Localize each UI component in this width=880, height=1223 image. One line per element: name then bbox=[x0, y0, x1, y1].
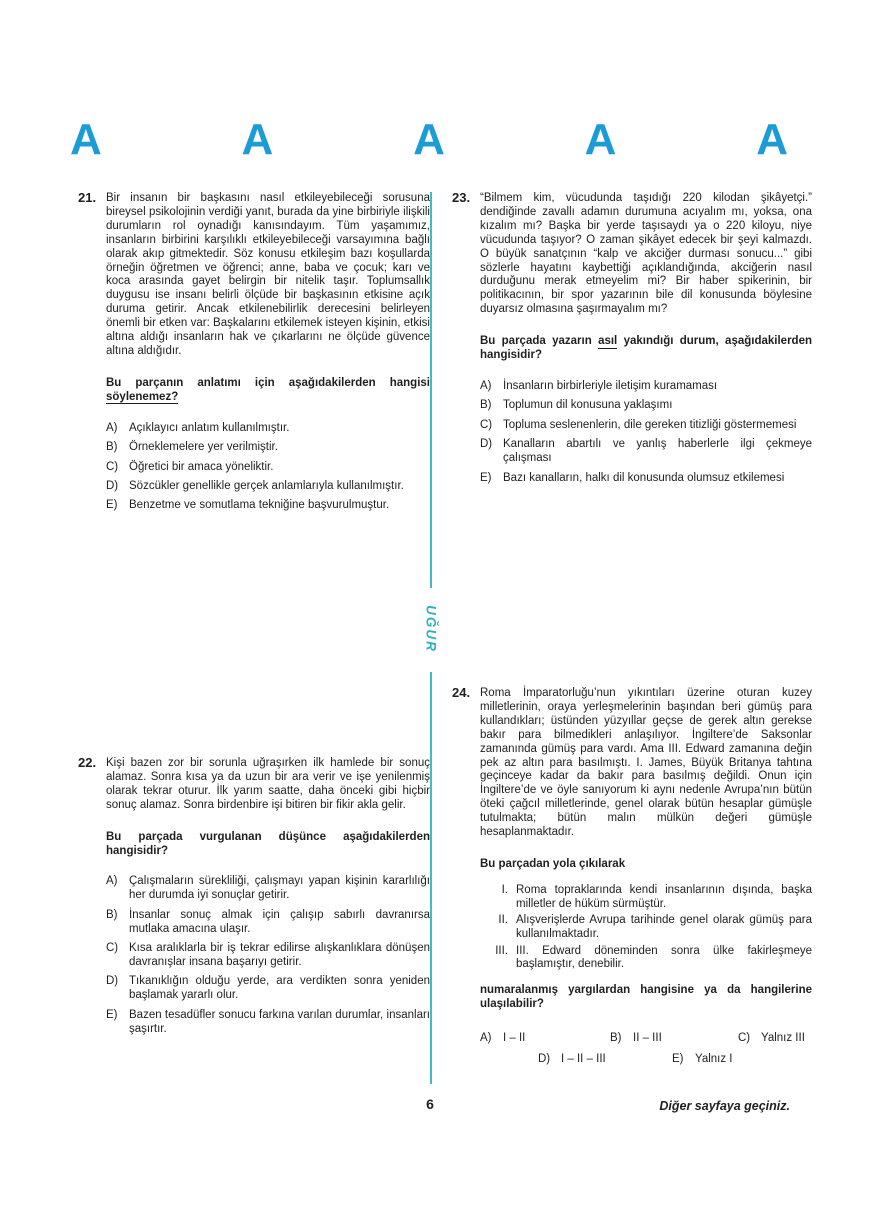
question-number: 23. bbox=[452, 190, 471, 205]
options-row bbox=[480, 1053, 812, 1067]
statement-label: III. bbox=[495, 944, 508, 957]
option-row bbox=[480, 472, 812, 486]
option-label: C) bbox=[106, 942, 119, 955]
option-text: I – II – III bbox=[561, 1053, 606, 1066]
option-label: B) bbox=[610, 1032, 622, 1045]
option-text: Bazı kanalların, halkı dil konusunda olumsuz etkilemesi bbox=[503, 471, 785, 484]
question-passage: Kişi bazen zor bir sorunla uğraşırken ilk hamlede bir sonuç alamaz. Sonra kısa ya da uzun bir ara verir ve işe yenilenmiş olarak tekrar oturur. İlk yarım saatte, daha önceki gibi hiçbir sonuç alamaz. Sonra birdenbire işi bitiren bir fikir akla gelir. bbox=[106, 757, 430, 811]
form-letter-row bbox=[70, 115, 788, 164]
option-row bbox=[480, 399, 812, 413]
option-text: Benzetme ve somutlama tekniğine başvurulmuştur. bbox=[129, 499, 390, 512]
option-row bbox=[106, 1009, 430, 1037]
form-letter-a: A bbox=[70, 115, 102, 164]
option-row bbox=[672, 1053, 733, 1067]
option-row bbox=[106, 461, 430, 475]
option-text: Yalnız I bbox=[695, 1053, 733, 1066]
option-text: Öğretici bir amaca yöneliktir. bbox=[129, 460, 274, 473]
option-label: C) bbox=[106, 460, 119, 473]
option-text: İnsanlar sonuç almak için çalışıp sabırlı davranırsa mutlaka amacına ulaşır. bbox=[129, 908, 430, 935]
statement-text: III. Edward döneminden sonra ülke fakirleşmeye başlamıştır, denebilir. bbox=[516, 944, 812, 971]
option-label: D) bbox=[106, 975, 119, 988]
publisher-watermark: UĞUR bbox=[423, 605, 439, 653]
question-number: 21. bbox=[78, 190, 97, 205]
option-row bbox=[106, 975, 430, 1003]
question-stem: numaralanmış yargılardan hangisine ya da hangilerine ulaşılabilir? bbox=[480, 984, 812, 1011]
question-passage: Bir insanın bir başkasını nasıl etkileyebileceği sorusuna bireysel psikolojinin verdiği yanıt, burada da yine birbiriyle ilişkili durumların rol oynadığı kanısındayım. Tüm yaşamımız, insanların birbirini karşılıklı etkileyebileceği varsayımına bağlı olarak akıp gitmektedir. Söz konusu etkileşim bazı koşullarda örneğin öğretmen ve öğrenci; anne, baba ve çocuk; karı ve koca arasında gayet belirgin bir nitelik taşır. Toplumsallık duygusu ise insanı belirli ölçüde bir başkasının etkisine açık duruma getirir. Ancak etkilenebilirlik derecesini belirleyen önemli bir etken var: Başkalarını etkilemek isteyen kişinin, etkisi altına aldığı insanların hak ve çıkarlarını ne ölçüde güvence altına aldığıdır. bbox=[106, 192, 430, 357]
form-letter-a: A bbox=[584, 115, 617, 164]
next-page-note: Diğer sayfaya geçiniz. bbox=[659, 1099, 790, 1113]
stem-text: Bu parçada yazarın bbox=[480, 335, 599, 348]
option-label: A) bbox=[480, 379, 492, 392]
option-label: C) bbox=[480, 418, 493, 431]
option-label: E) bbox=[106, 1008, 118, 1021]
option-text: Sözcükler genellikle gerçek anlamlarıyla kullanılmıştır. bbox=[129, 479, 404, 492]
option-label: B) bbox=[106, 908, 118, 921]
option-row bbox=[480, 380, 812, 394]
option-row bbox=[106, 875, 430, 903]
option-label: D) bbox=[480, 438, 493, 451]
option-text: Kanalların abartılı ve yanlış haberlerle ilgi çekmeye çalışması bbox=[503, 438, 812, 465]
option-text: İnsanların birbirleriyle iletişim kuramaması bbox=[503, 379, 718, 392]
option-label: A) bbox=[106, 875, 118, 888]
question-22 bbox=[78, 757, 430, 1042]
option-text: Açıklayıcı anlatım kullanılmıştır. bbox=[129, 421, 290, 434]
option-text: Toplumun dil konusuna yaklaşımı bbox=[503, 399, 673, 412]
option-label: B) bbox=[480, 399, 492, 412]
option-row bbox=[480, 438, 812, 466]
option-text: Bazen tesadüfler sonucu farkına varılan durumlar, insanları şaşırtır. bbox=[129, 1008, 430, 1035]
option-label: C) bbox=[738, 1032, 751, 1045]
option-label: B) bbox=[106, 441, 118, 454]
option-row bbox=[480, 1032, 610, 1046]
statement-text: Roma topraklarında kendi insanlarının dışında, başka milletler de hüküm sürmüştür. bbox=[516, 883, 812, 910]
option-label: A) bbox=[106, 421, 118, 434]
numbered-statements bbox=[482, 884, 812, 972]
options-list bbox=[480, 380, 812, 485]
stem-underlined-text: söylenemez? bbox=[106, 390, 179, 403]
option-row bbox=[106, 441, 430, 455]
option-text: Yalnız III bbox=[761, 1032, 805, 1045]
option-row bbox=[738, 1032, 805, 1046]
question-stem bbox=[106, 831, 430, 859]
option-label: A) bbox=[480, 1032, 492, 1045]
option-label: E) bbox=[480, 471, 492, 484]
option-text: Kısa aralıklarla bir iş tekrar edilirse alışkanlıklara dönüşen davranışlar insana başarıyı getirir. bbox=[129, 942, 430, 968]
stem-text: yakındığı durum, aşağıdakilerden hangisidir? bbox=[480, 335, 812, 362]
question-passage: Roma İmparatorluğu’nun yıkıntıları üzerine oturan kuzey milletlerinin, oraya yerleşmelerinin başından beri gümüş para kullandıkları; üstünden yüzyıllar geçse de gerek altın gerekse bakır para bilmedikleri anlaşılıyor. İngiltere’de Saksonlar zamanında gümüş para vardı. Ama III. Edward zamanına değin pek az altın para basılmıştı. I. James, Büyük Britanya tahtına geçinceye kadar da bakır para basılmış değildi. Onun için İngiltere’de ve öyle sanıyorum ki aynı nedenle Avrupa’nın bütün öteki çağcıl milletlerinde, genel olarak bütün hesaplar gümüşle tutulmakta; bütün malın mülkün değeri gümüşle hesaplanmaktadır. bbox=[480, 687, 812, 839]
option-label: E) bbox=[672, 1053, 684, 1066]
question-stem bbox=[480, 335, 812, 363]
question-number: 22. bbox=[78, 755, 97, 770]
option-row bbox=[538, 1053, 672, 1067]
column-divider-top bbox=[430, 192, 432, 588]
option-text: Çalışmaların sürekliliği, çalışmayı yapan kişinin kararlılığı her durumda iyi sonuçlar getirir. bbox=[129, 875, 430, 902]
option-row bbox=[106, 909, 430, 937]
option-row bbox=[106, 942, 430, 970]
option-label: E) bbox=[106, 499, 118, 512]
form-letter-a: A bbox=[241, 115, 274, 164]
option-text: Örneklemelere yer verilmiştir. bbox=[129, 441, 278, 454]
page-number: 6 bbox=[426, 1096, 434, 1112]
question-number: 24. bbox=[452, 685, 471, 700]
options-list bbox=[106, 422, 430, 514]
option-text: I – II bbox=[503, 1032, 526, 1045]
statement-label: II. bbox=[498, 914, 508, 927]
question-21 bbox=[78, 192, 430, 519]
option-text: Tıkanıklığın olduğu yerde, ara verdikten sonra yeniden başlamak yararlı olur. bbox=[129, 975, 430, 1002]
column-divider-bottom bbox=[430, 672, 432, 1084]
option-row bbox=[106, 480, 430, 494]
question-stem bbox=[106, 377, 430, 405]
form-letter-a: A bbox=[413, 115, 445, 164]
question-stem-intro: Bu parçadan yola çıkılarak bbox=[480, 857, 626, 870]
question-23 bbox=[452, 192, 812, 491]
numbered-statement bbox=[482, 914, 812, 942]
statement-label: I. bbox=[501, 883, 508, 896]
option-row bbox=[106, 499, 430, 513]
question-24 bbox=[452, 687, 812, 1074]
option-text: Topluma seslenenlerin, dile gereken titizliği göstermemesi bbox=[503, 418, 797, 431]
option-row bbox=[610, 1032, 738, 1046]
options-row bbox=[480, 1032, 812, 1046]
form-letter-a: A bbox=[756, 115, 788, 164]
option-text: II – III bbox=[633, 1032, 662, 1045]
statement-text: Alışverişlerde Avrupa tarihinde genel olarak gümüş para kullanılmaktadır. bbox=[516, 914, 812, 941]
stem-text: Bu parçanın anlatımı için aşağıdakilerden hangisi bbox=[106, 376, 430, 389]
stem-underlined-text: asıl bbox=[598, 335, 618, 348]
numbered-statement bbox=[482, 945, 812, 973]
option-row bbox=[480, 419, 812, 433]
option-label: D) bbox=[106, 479, 119, 492]
numbered-statement bbox=[482, 884, 812, 912]
options-list bbox=[106, 875, 430, 1036]
option-row bbox=[106, 422, 430, 436]
stem-text: Bu parçada vurgulanan düşünce aşağıdakilerden hangisidir? bbox=[106, 830, 430, 857]
option-label: D) bbox=[538, 1053, 551, 1066]
question-passage: “Bilmem kim, vücudunda taşıdığı 220 kilodan şikâyetçi.” dendiğinde zavallı adamın durumuna acıyalım mı, yoksa, ona kızalım mı? Başka bir yerde taşısaydı ya o 220 kiloyu, niye vücudunda taşıyor? O zaman şikâyet edecek bir şeyi kalmazdı. O büyük sanatçının “kalp ve akciğer durması sonucu...” gibi sözlerle hayatını kaybettiği açıklandığında, akciğerin nasıl durduğunu merak etmeyelim mi? Bir haber spikerinin, bir politikacının, bir spor yazarının bile dil konusunda böylesine duyarsız olmasına şaşırmayalım mı? bbox=[480, 192, 812, 316]
